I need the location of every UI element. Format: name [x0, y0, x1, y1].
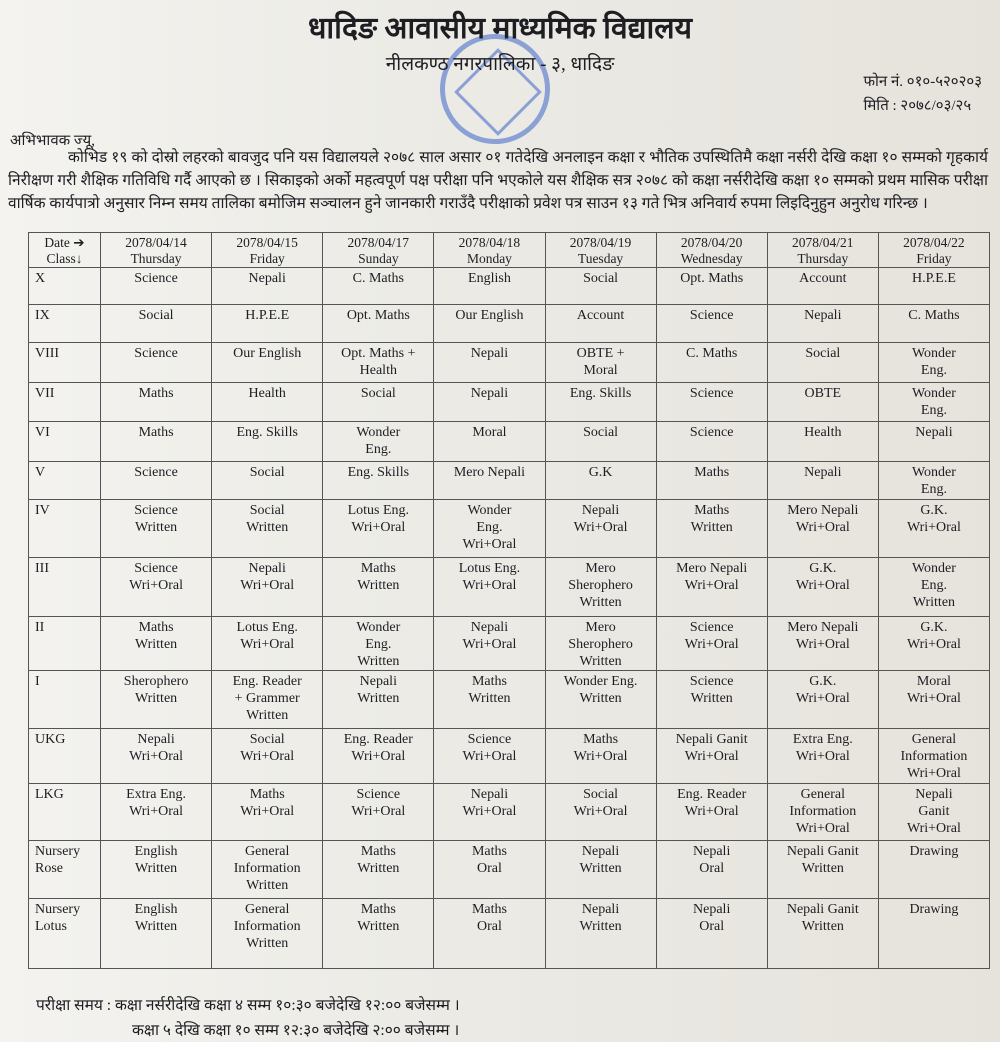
exam-time-line-2: कक्षा ५ देखि कक्षा १० सम्म १२:३० बजेदेखि २:०० बजेसम्म । — [132, 1022, 460, 1039]
class-label: II — [29, 617, 101, 671]
column-day: Friday — [249, 251, 285, 266]
table-header-row — [29, 233, 990, 268]
subject-cell: G.K. Wri+Oral — [878, 500, 989, 558]
class-label: LKG — [29, 784, 101, 841]
table-row — [29, 383, 990, 422]
column-day: Thursday — [797, 251, 849, 266]
column-date: 2078/04/19 — [569, 235, 632, 250]
subject-cell: Nepali Wri+Oral — [545, 500, 656, 558]
subject-cell: English Written — [101, 841, 212, 899]
subject-cell: Wonder Eng. Written — [878, 558, 989, 617]
column-day: Tuesday — [577, 251, 624, 266]
table-row — [29, 841, 990, 899]
subject-cell: Social Wri+Oral — [212, 729, 323, 784]
table-row — [29, 268, 990, 305]
subject-cell: Maths Written — [434, 671, 545, 729]
subject-cell: Maths Written — [656, 500, 767, 558]
subject-cell: Opt. Maths — [323, 305, 434, 343]
subject-cell: Maths Wri+Oral — [545, 729, 656, 784]
subject-cell: Maths Written — [101, 617, 212, 671]
subject-cell: Eng. Reader Wri+Oral — [656, 784, 767, 841]
subject-cell: Social — [323, 383, 434, 422]
subject-cell: OBTE — [767, 383, 878, 422]
subject-cell: Nepali Wri+Oral — [101, 729, 212, 784]
date-column-header — [101, 233, 212, 268]
salutation: अभिभावक ज्यू, — [10, 133, 95, 149]
class-label: IV — [29, 500, 101, 558]
subject-cell: General Information Wri+Oral — [767, 784, 878, 841]
subject-cell: Sherophero Written — [101, 671, 212, 729]
subject-cell: Lotus Eng. Wri+Oral — [323, 500, 434, 558]
exam-routine-table — [28, 232, 990, 969]
subject-cell: Opt. Maths — [656, 268, 767, 305]
subject-cell: C. Maths — [656, 343, 767, 383]
subject-cell: Wonder Eng. — [878, 383, 989, 422]
notice-body: कोभिड १९ को दोस्रो लहरको बावजुद पनि यस विद्यालयले २०७८ साल असार ०१ गतेदेखि अनलाइन कक्षा र भौतिक उपस्थितिमै कक्षा नर्सरी देखि कक्षा १० सम्मको गृहकार्य निरीक्षण गरी शैक्षिक गतिविधि गर्दै आएको छ । सिकाइको अर्को महत्वपूर्ण पक्ष परीक्षा पनि भएकोले यस शैक्षिक सत्र २०७८ को कक्षा नर्सरीदेखि कक्षा १० सम्मको प्रथम मासिक परीक्षा वार्षिक कार्यपात्रो अनुसार निम्न समय तालिका बमोजिम सञ्चालन हुने जानकारी गराउँदै परीक्षाको प्रवेश पत्र साउन १३ गते भित्र अनिवार्य रुपमा लिइदिनुहुन अनुरोध गरिन्छ । — [8, 149, 988, 212]
subject-cell: G.K. Wri+Oral — [767, 558, 878, 617]
subject-cell: Maths — [101, 422, 212, 462]
subject-cell: Account — [767, 268, 878, 305]
subject-cell: Wonder Eng. Written — [323, 617, 434, 671]
contact-info — [863, 70, 982, 118]
subject-cell: Social — [101, 305, 212, 343]
date-column-header — [878, 233, 989, 268]
table-row — [29, 617, 990, 671]
subject-cell: Mero Sherophero Written — [545, 617, 656, 671]
column-day: Thursday — [130, 251, 182, 266]
subject-cell: G.K. Wri+Oral — [878, 617, 989, 671]
subject-cell: Maths Written — [323, 558, 434, 617]
subject-cell: H.P.E.E — [878, 268, 989, 305]
subject-cell: Nepali — [767, 305, 878, 343]
table-row — [29, 462, 990, 500]
date-column-header — [656, 233, 767, 268]
subject-cell: Wonder Eng. — [323, 422, 434, 462]
column-day: Wednesday — [680, 251, 743, 266]
subject-cell: Maths — [101, 383, 212, 422]
subject-cell: Science — [101, 343, 212, 383]
column-date: 2078/04/21 — [792, 235, 854, 250]
subject-cell: C. Maths — [878, 305, 989, 343]
subject-cell: Science Wri+Oral — [101, 558, 212, 617]
subject-cell: Nepali Wri+Oral — [434, 784, 545, 841]
column-day: Friday — [916, 251, 952, 266]
subject-cell: Social — [545, 268, 656, 305]
class-label: X — [29, 268, 101, 305]
subject-cell: Social Wri+Oral — [545, 784, 656, 841]
subject-cell: General Information Wri+Oral — [878, 729, 989, 784]
subject-cell: Nepali — [878, 422, 989, 462]
subject-cell: Science — [656, 305, 767, 343]
subject-cell: Maths — [656, 462, 767, 500]
subject-cell: Science Written — [101, 500, 212, 558]
subject-cell: Maths Oral — [434, 841, 545, 899]
subject-cell: Science — [656, 383, 767, 422]
subject-cell: Health — [212, 383, 323, 422]
subject-cell: Nepali Oral — [656, 841, 767, 899]
table-row — [29, 671, 990, 729]
subject-cell: Health — [767, 422, 878, 462]
table-row — [29, 500, 990, 558]
corner-header: Date ➔ Class↓ — [29, 233, 101, 268]
subject-cell: Social — [767, 343, 878, 383]
subject-cell: Maths Wri+Oral — [212, 784, 323, 841]
subject-cell: Eng. Reader Wri+Oral — [323, 729, 434, 784]
column-date: 2078/04/17 — [347, 235, 410, 250]
subject-cell: Mero Nepali — [434, 462, 545, 500]
subject-cell: G.K — [545, 462, 656, 500]
class-label: VII — [29, 383, 101, 422]
table-row — [29, 422, 990, 462]
subject-cell: Extra Eng. Wri+Oral — [101, 784, 212, 841]
subject-cell: Science — [656, 422, 767, 462]
subject-cell: English — [434, 268, 545, 305]
class-label: Nursery Lotus — [29, 899, 101, 969]
subject-cell: Eng. Reader + Grammer Written — [212, 671, 323, 729]
subject-cell: Science — [101, 268, 212, 305]
column-date: 2078/04/15 — [236, 235, 298, 250]
subject-cell: Lotus Eng. Wri+Oral — [212, 617, 323, 671]
subject-cell: Maths Oral — [434, 899, 545, 969]
date-column-header — [545, 233, 656, 268]
subject-cell: Nepali — [767, 462, 878, 500]
table-row — [29, 729, 990, 784]
subject-cell: Science Wri+Oral — [323, 784, 434, 841]
subject-cell: General Information Written — [212, 841, 323, 899]
subject-cell: Nepali — [434, 383, 545, 422]
subject-cell: Extra Eng. Wri+Oral — [767, 729, 878, 784]
subject-cell: Mero Nepali Wri+Oral — [656, 558, 767, 617]
subject-cell: Nepali Ganit Wri+Oral — [878, 784, 989, 841]
subject-cell: Eng. Skills — [323, 462, 434, 500]
subject-cell: Maths Written — [323, 899, 434, 969]
class-label: Nursery Rose — [29, 841, 101, 899]
subject-cell: Maths Written — [323, 841, 434, 899]
letter-date: मिति : २०७८/०३/२५ — [863, 98, 972, 114]
subject-cell: Wonder Eng. — [878, 462, 989, 500]
table-row — [29, 305, 990, 343]
date-column-header — [767, 233, 878, 268]
subject-cell: Nepali Written — [323, 671, 434, 729]
exam-time-line-1: परीक्षा समय : कक्षा नर्सरीदेखि कक्षा ४ सम्म १०:३० बजेदेखि १२:०० बजेसम्म । — [36, 997, 460, 1014]
subject-cell: Mero Nepali Wri+Oral — [767, 617, 878, 671]
subject-cell: C. Maths — [323, 268, 434, 305]
subject-cell: Nepali — [212, 268, 323, 305]
subject-cell: Wonder Eng. Wri+Oral — [434, 500, 545, 558]
subject-cell: Social — [545, 422, 656, 462]
table-row — [29, 784, 990, 841]
subject-cell: Nepali Wri+Oral — [434, 617, 545, 671]
subject-cell: Science Wri+Oral — [434, 729, 545, 784]
subject-cell: English Written — [101, 899, 212, 969]
subject-cell: General Information Written — [212, 899, 323, 969]
phone-number: फोन नं. ०१०-५२०२०३ — [863, 74, 982, 90]
subject-cell: Nepali Ganit Written — [767, 899, 878, 969]
subject-cell: Science Written — [656, 671, 767, 729]
class-label: VIII — [29, 343, 101, 383]
subject-cell: Our English — [434, 305, 545, 343]
column-date: 2078/04/18 — [458, 235, 521, 250]
date-column-header — [434, 233, 545, 268]
table-row — [29, 558, 990, 617]
subject-cell: OBTE + Moral — [545, 343, 656, 383]
subject-cell: Nepali Ganit Written — [767, 841, 878, 899]
subject-cell: Eng. Skills — [212, 422, 323, 462]
subject-cell: Nepali Wri+Oral — [212, 558, 323, 617]
date-column-header — [323, 233, 434, 268]
subject-cell: Drawing — [878, 841, 989, 899]
subject-cell: Drawing — [878, 899, 989, 969]
subject-cell: Moral Wri+Oral — [878, 671, 989, 729]
subject-cell: Social — [212, 462, 323, 500]
class-label: III — [29, 558, 101, 617]
subject-cell: Nepali Written — [545, 841, 656, 899]
class-label: IX — [29, 305, 101, 343]
subject-cell: Eng. Skills — [545, 383, 656, 422]
class-label: I — [29, 671, 101, 729]
school-name: धादिङ आवासीय माध्यमिक विद्यालय — [307, 12, 693, 45]
subject-cell: Moral — [434, 422, 545, 462]
subject-cell: Nepali — [434, 343, 545, 383]
subject-cell: Lotus Eng. Wri+Oral — [434, 558, 545, 617]
subject-cell: Opt. Maths + Health — [323, 343, 434, 383]
subject-cell: Nepali Oral — [656, 899, 767, 969]
column-date: 2078/04/14 — [125, 235, 187, 250]
table-row — [29, 899, 990, 969]
date-column-header — [212, 233, 323, 268]
subject-cell: Social Written — [212, 500, 323, 558]
subject-cell: G.K. Wri+Oral — [767, 671, 878, 729]
subject-cell: Mero Nepali Wri+Oral — [767, 500, 878, 558]
column-date: 2078/04/20 — [680, 235, 743, 250]
subject-cell: Our English — [212, 343, 323, 383]
subject-cell: Mero Sherophero Written — [545, 558, 656, 617]
column-date: 2078/04/22 — [903, 235, 965, 250]
subject-cell: H.P.E.E — [212, 305, 323, 343]
subject-cell: Nepali Written — [545, 899, 656, 969]
table-row — [29, 343, 990, 383]
subject-cell: Wonder Eng. — [878, 343, 989, 383]
subject-cell: Science Wri+Oral — [656, 617, 767, 671]
column-day: Monday — [466, 251, 512, 266]
subject-cell: Nepali Ganit Wri+Oral — [656, 729, 767, 784]
class-label: VI — [29, 422, 101, 462]
class-label: UKG — [29, 729, 101, 784]
subject-cell: Science — [101, 462, 212, 500]
subject-cell: Account — [545, 305, 656, 343]
class-label: V — [29, 462, 101, 500]
subject-cell: Wonder Eng. Written — [545, 671, 656, 729]
column-day: Sunday — [358, 251, 399, 266]
school-address: नीलकण्ठ नगरपालिका - ३, धादिङ — [385, 54, 615, 75]
